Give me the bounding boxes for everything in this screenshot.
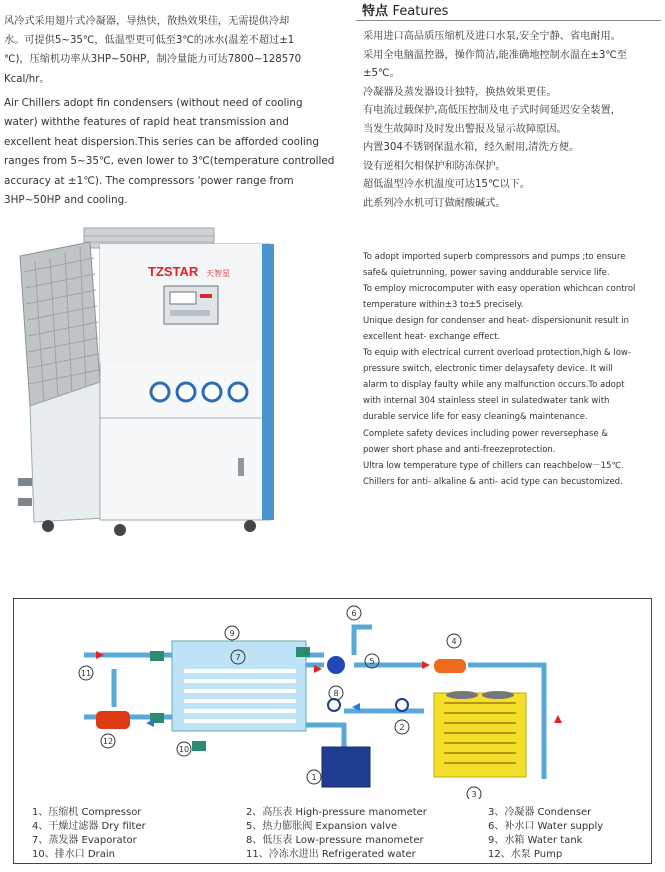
intro-en-line: excellent heat dispersion.This series can be afforded cooling bbox=[4, 135, 319, 148]
compressor bbox=[322, 747, 370, 787]
feature-en-line: To employ microcomputer with easy operation whichcan control bbox=[363, 284, 636, 295]
num-label: 10 bbox=[178, 745, 190, 754]
num-label: 4 bbox=[451, 637, 457, 646]
air-chiller-machine-image bbox=[0, 222, 300, 546]
legend-row bbox=[32, 817, 652, 831]
gauge bbox=[177, 383, 195, 401]
legend-item: 1、压缩机 Compressor bbox=[32, 807, 142, 818]
low-pressure-gauge bbox=[328, 699, 340, 711]
condenser-fan bbox=[446, 691, 478, 699]
legend-item: 10、排水口 Drain bbox=[32, 849, 115, 860]
feature-cn-line: 超低温型冷水机温度可达15℃以下。 bbox=[363, 179, 531, 190]
feature-cn-line: 此系列冷水机可订做耐酸碱式。 bbox=[363, 197, 506, 209]
feature-cn-line: 有电流过载保护,高低压控制及电子式时间延迟安全装置， bbox=[363, 105, 621, 116]
legend-row bbox=[32, 803, 652, 817]
num-label: 12 bbox=[102, 737, 114, 746]
blue-stripe bbox=[262, 244, 274, 520]
feature-en-line: Complete safety devices including power reversephase & bbox=[363, 428, 608, 439]
intro-english bbox=[4, 94, 340, 210]
legend-row bbox=[32, 845, 652, 859]
legend-item: 2、高压表 High-pressure manometer bbox=[246, 807, 427, 818]
feature-en-line: safe& quietrunning, power saving anddurable service life. bbox=[363, 268, 610, 279]
refrigeration-diagram bbox=[13, 598, 652, 864]
water-pipe bbox=[18, 478, 32, 486]
feature-en-line: To equip with electrical current overload protection,high & low- bbox=[363, 348, 631, 359]
features-divider bbox=[356, 20, 661, 21]
feature-en-line: To adopt imported superb compressors and pumps ;to ensure bbox=[363, 252, 626, 262]
intro-en-line: water) withthe features of rapid heat transmission and bbox=[4, 116, 289, 129]
num-label: 1 bbox=[311, 773, 317, 782]
intro-cn-line: Kcal/hr。 bbox=[4, 73, 50, 85]
intro-cn-line: 风冷式采用翅片式冷凝器，导热快，散热效果佳，无需提供冷却 bbox=[4, 16, 290, 27]
intro-chinese bbox=[4, 12, 340, 89]
features-title bbox=[362, 0, 448, 19]
controller-buttons bbox=[170, 310, 210, 316]
controller-display bbox=[170, 292, 196, 304]
legend-item: 5、热力膨胀阀 Expansion valve bbox=[246, 821, 398, 832]
legend-item: 7、蒸发器 Evaporator bbox=[32, 835, 137, 846]
legend-item: 9、水箱 Water tank bbox=[488, 835, 583, 846]
legend-item: 12、水泵 Pump bbox=[488, 849, 563, 860]
gauge bbox=[203, 383, 221, 401]
caster-wheel bbox=[114, 524, 126, 536]
feature-cn-line: 冷凝器及蒸发器设计独特，换热效果更佳。 bbox=[363, 86, 557, 98]
condenser-coil bbox=[444, 703, 516, 763]
legend-item: 6、补水口 Water supply bbox=[488, 821, 604, 832]
num-label: 11 bbox=[80, 669, 92, 678]
brand-logo-cn: 天智星 bbox=[206, 269, 230, 278]
caster-wheel bbox=[244, 520, 256, 532]
intro-en-line: accuracy at ±1℃). The compressors 'power range from bbox=[4, 174, 294, 187]
features-chinese bbox=[363, 28, 659, 213]
num-label: 7 bbox=[235, 653, 241, 662]
intro-en-line: Air Chillers adopt fin condensers (without need of cooling bbox=[4, 97, 303, 109]
pump bbox=[96, 711, 130, 729]
expansion-valve bbox=[327, 656, 345, 674]
num-label: 9 bbox=[229, 629, 235, 638]
legend-item: 8、低压表 Low-pressure manometer bbox=[246, 835, 424, 846]
side-lower-panel bbox=[30, 382, 104, 522]
caster-wheel bbox=[42, 520, 54, 532]
dry-filter bbox=[434, 659, 466, 673]
num-label: 5 bbox=[369, 657, 375, 666]
diagram-drawing bbox=[14, 599, 651, 799]
feature-en-line: Chillers for anti- alkaline & anti- acid type can becustomized. bbox=[363, 476, 623, 487]
feature-en-line: excellent heat- exchange effect. bbox=[363, 332, 501, 343]
water-pipe bbox=[18, 498, 32, 506]
features-title-en: Features bbox=[392, 4, 449, 19]
valve bbox=[296, 647, 310, 657]
feature-en-line: Unique design for condenser and heat- dispersionunit result in bbox=[363, 316, 630, 327]
high-pressure-gauge bbox=[396, 699, 408, 711]
feature-cn-line: ±5℃。 bbox=[363, 68, 400, 79]
num-label: 6 bbox=[351, 609, 357, 618]
legend-row bbox=[32, 831, 652, 845]
intro-cn-line: 水。可提供5~35℃，低温型更可低至3℃的冰水(温差不超过±1 bbox=[4, 35, 295, 47]
feature-en-line: pressure switch, electronic timer delaysafety device. It will bbox=[363, 364, 613, 375]
feature-en-line: alarm to display faulty while any malfunction occurs.To adopt bbox=[363, 380, 625, 391]
intro-cn-line: ℃)，压缩机功率从3HP~50HP，制冷量能力可达7800~128570 bbox=[4, 54, 302, 66]
feature-cn-line: 内置304不锈钢保温水箱，经久耐用,清洗方便。 bbox=[363, 142, 580, 153]
feature-cn-line: 采用全电脑温控器，操作简洁,能准确地控制水温在±3℃至 bbox=[363, 49, 628, 61]
gauge bbox=[151, 383, 169, 401]
condenser-fan bbox=[482, 691, 514, 699]
num-label: 3 bbox=[471, 790, 477, 799]
drain-valve bbox=[192, 741, 206, 751]
num-label: 2 bbox=[399, 723, 405, 732]
legend-item: 3、冷凝器 Condenser bbox=[488, 807, 592, 818]
intro-en-line: 3HP~50HP and cooling. bbox=[4, 194, 128, 207]
brand-logo: TZSTAR bbox=[148, 264, 199, 279]
features-title-cn: 特点 bbox=[362, 4, 389, 19]
condenser bbox=[434, 693, 526, 777]
gauge bbox=[229, 383, 247, 401]
door-handle bbox=[238, 458, 244, 476]
intro-en-line: ranges from 5~35℃, even lower to 3℃(temperature controlled bbox=[4, 155, 335, 168]
feature-en-line: with internal 304 stainless steel in sulatedwater tank with bbox=[363, 396, 610, 407]
legend-item: 11、冷冻水进出 Refrigerated water bbox=[246, 849, 416, 860]
feature-cn-line: 采用进口高品质压缩机及进口水泵,安全宁静、省电耐用。 bbox=[363, 31, 621, 42]
controller-indicator bbox=[200, 294, 212, 298]
feature-cn-line: 设有逆相欠相保护和防冻保护。 bbox=[363, 160, 506, 172]
features-english bbox=[363, 249, 659, 490]
feature-cn-line: 当发生故障时及时发出警报及显示故障原因。 bbox=[363, 123, 567, 135]
feature-en-line: durable service life for easy cleaning& maintenance. bbox=[363, 412, 588, 423]
feature-en-line: Ultra low temperature type of chillers can reachbelow－15℃. bbox=[363, 460, 624, 471]
feature-en-line: temperature within±3 to±5 precisely. bbox=[363, 300, 524, 311]
valve bbox=[150, 651, 164, 661]
feature-en-line: power short phase and anti-freezeprotection. bbox=[363, 444, 556, 455]
legend-item: 4、干燥过滤器 Dry filter bbox=[32, 821, 146, 832]
num-label: 8 bbox=[333, 689, 339, 698]
